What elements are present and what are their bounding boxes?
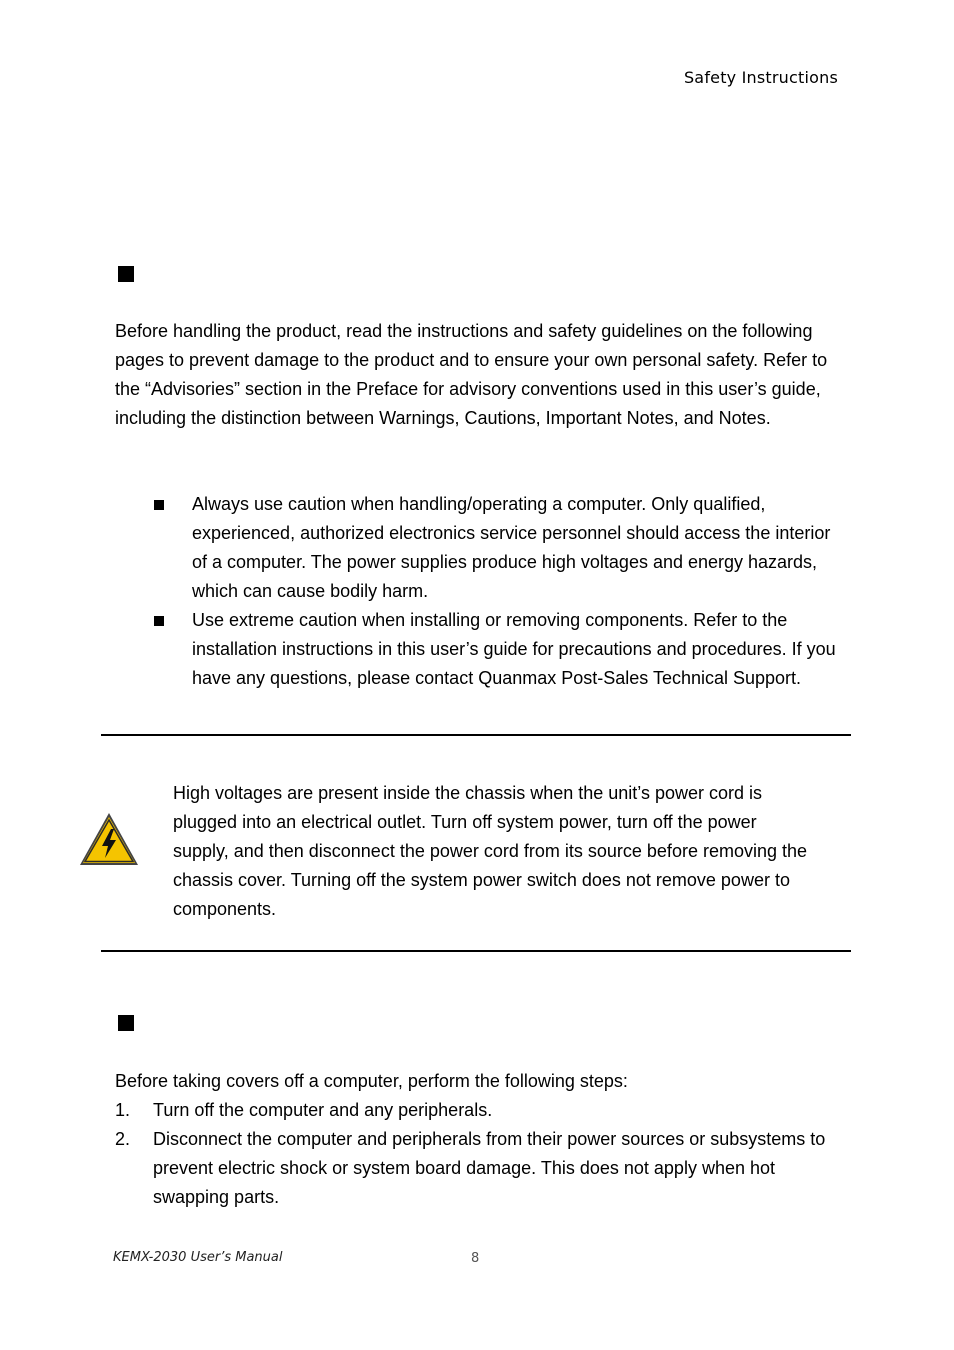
bullet-text: Always use caution when handling/operating a computer. Only qualified, experienced, authorized electronics service personnel should access the interior of a computer. The power supplies produce high voltages and energy hazards, which can cause bodily harm. xyxy=(192,494,831,601)
section-marker-square xyxy=(118,1015,134,1031)
list-item xyxy=(115,1096,835,1125)
step-number: 1. xyxy=(115,1100,131,1120)
high-voltage-warning-icon xyxy=(78,811,140,867)
steps-intro: Before taking covers off a computer, perform the following steps: xyxy=(115,1071,628,1091)
bullet-text: Use extreme caution when installing or removing components. Refer to the installation instructions in this user’s guide for precautions and procedures. If you have any questions, please contact Quanmax Post-Sales Technical Support. xyxy=(192,610,836,688)
caution-bullet-list xyxy=(152,490,842,693)
list-item xyxy=(152,606,842,693)
step-text: Turn off the computer and any peripherals. xyxy=(153,1100,493,1120)
page-header-title: Safety Instructions xyxy=(683,68,838,87)
footer-manual-title: KEMX-2030 User’s Manual xyxy=(113,1250,283,1265)
section-marker-square xyxy=(118,266,134,282)
list-item xyxy=(115,1125,835,1212)
steps-list xyxy=(115,1096,835,1212)
bullet-square-icon xyxy=(154,500,164,510)
intro-paragraph: Before handling the product, read the instructions and safety guidelines on the following pages to prevent damage to the product and to ensure your own personal safety. Refer to the “Advisories” section in the Preface for advisory conventions used in this user’s guide, including the distinction between Warnings, Cautions, Important Notes, and Notes. xyxy=(115,321,828,428)
divider-top xyxy=(101,734,851,736)
page-number: 8 xyxy=(471,1251,480,1266)
warning-text: High voltages are present inside the chassis when the unit’s power cord is plugged into an electrical outlet. Turn off system power, turn off the power supply, and then disconnect the power cord from its source before removing the chassis cover. Turning off the system power switch does not remove power to components. xyxy=(173,783,808,919)
step-text: Disconnect the computer and peripherals from their power sources or subsystems to prevent electric shock or system board damage. This does not apply when hot swapping parts. xyxy=(153,1129,826,1207)
bullet-square-icon xyxy=(154,616,164,626)
divider-bottom xyxy=(101,950,851,952)
step-number: 2. xyxy=(115,1129,131,1149)
list-item xyxy=(152,490,842,606)
